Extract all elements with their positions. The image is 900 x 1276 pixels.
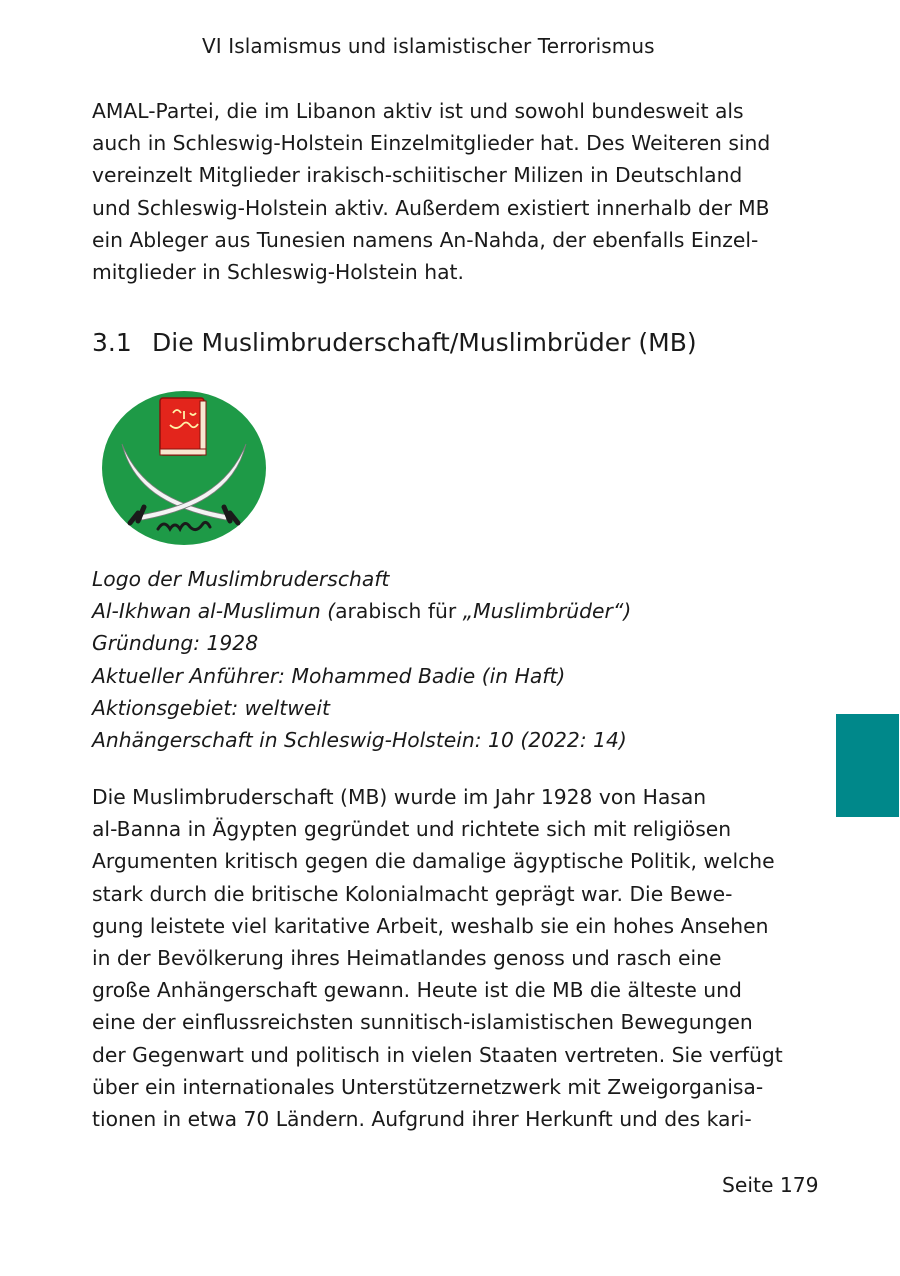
text-line: Die Muslimbruderschaft (MB) wurde im Jahr 1928 von Hasan bbox=[92, 785, 707, 809]
text-line: und Schleswig-Holstein aktiv. Außerdem existiert innerhalb der MB bbox=[92, 195, 770, 220]
name-paren: ( bbox=[320, 599, 336, 624]
area-of-activity: Aktionsgebiet: weltweit bbox=[92, 695, 330, 720]
text-line: vereinzelt Mitglieder irakisch-schiitischer Milizen in Deutschland bbox=[92, 163, 743, 188]
text-line: Argumenten kritisch gegen die damalige ägyptische Politik, welche bbox=[92, 849, 775, 874]
chapter-tab-marker bbox=[836, 714, 899, 817]
followers-count: Anhängerschaft in Schleswig-Holstein: 10 (2022: 14) bbox=[92, 728, 627, 753]
text-line: über ein internationales Unterstützernetzwerk mit Zweigorganisa- bbox=[92, 1074, 764, 1099]
section-title: Die Muslimbruderschaft/Muslimbrüder (MB) bbox=[152, 328, 697, 357]
founding-year: Gründung: 1928 bbox=[92, 631, 259, 656]
text-line: stark durch die britische Kolonialmacht geprägt war. Die Bewe- bbox=[92, 881, 733, 906]
text-line: AMAL-Partei, die im Libanon aktiv ist und sowohl bundesweit als bbox=[92, 99, 744, 123]
name-note: arabisch für bbox=[335, 599, 457, 624]
text-line: al-Banna in Ägypten gegründet und richtete sich mit religiösen bbox=[92, 817, 732, 842]
intro-paragraph bbox=[92, 95, 770, 288]
text-line: gung leistete viel karitative Arbeit, weshalb sie ein hohes Ansehen bbox=[92, 913, 769, 938]
text-line: eine der einflussreichsten sunnitisch-islamistischen Bewegungen bbox=[92, 1010, 753, 1035]
text-line: ein Ableger aus Tunesien namens An-Nahda, der ebenfalls Einzel- bbox=[92, 227, 759, 252]
body-paragraph bbox=[92, 781, 783, 1135]
name-line bbox=[92, 595, 631, 627]
text-line: der Gegenwart und politisch in vielen Staaten vertreten. Sie verfügt bbox=[92, 1042, 783, 1067]
text-line: tionen in etwa 70 Ländern. Aufgrund ihrer Herkunft und des kari- bbox=[92, 1107, 752, 1132]
text-line: auch in Schleswig-Holstein Einzelmitglieder hat. Des Weiteren sind bbox=[92, 131, 771, 156]
book-icon bbox=[160, 398, 206, 455]
logo-facts bbox=[92, 563, 631, 756]
text-line: mitglieder in Schleswig-Holstein hat. bbox=[92, 260, 464, 285]
arabic-name: Al-Ikhwan al-Muslimun bbox=[92, 599, 321, 624]
page-number: Seite 179 bbox=[722, 1173, 819, 1197]
section-number: 3.1 bbox=[92, 328, 132, 357]
muslim-brotherhood-emblem-icon bbox=[100, 389, 268, 547]
running-head: VI Islamismus und islamistischer Terrorismus bbox=[202, 34, 655, 58]
section-heading bbox=[92, 328, 697, 357]
text-line: in der Bevölkerung ihres Heimatlandes genoss und rasch eine bbox=[92, 946, 722, 971]
current-leader: Aktueller Anführer: Mohammed Badie (in Haft) bbox=[92, 663, 566, 688]
text-line: große Anhängerschaft gewann. Heute ist die MB die älteste und bbox=[92, 978, 742, 1003]
name-translation: „Muslimbrüder“) bbox=[456, 599, 632, 624]
logo-caption: Logo der Muslimbruderschaft bbox=[92, 567, 390, 591]
